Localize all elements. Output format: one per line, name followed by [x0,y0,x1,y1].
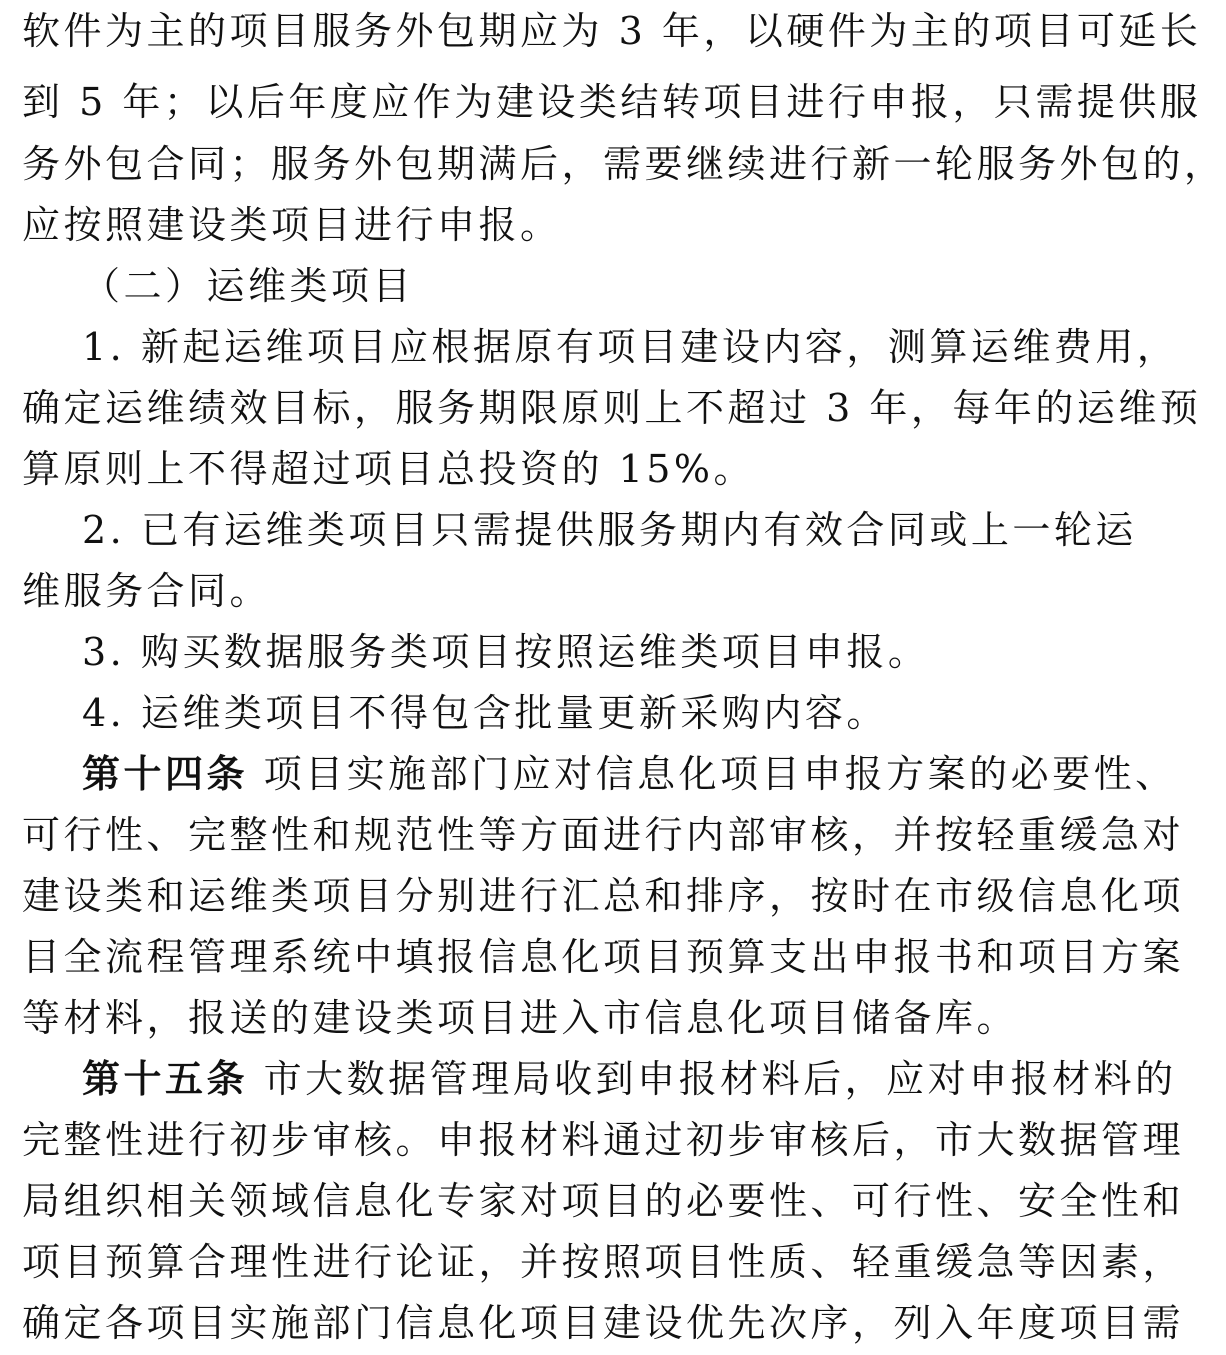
text-line: 等材料，报送的建设类项目进入市信息化项目储备库。 [22,996,1019,1040]
text-line: 确定各项目实施部门信息化项目建设优先次序，列入年度项目需 [22,1301,1185,1345]
text-line: 局组织相关领域信息化专家对项目的必要性、可行性、安全性和 [22,1179,1185,1223]
section-heading: （二）运维类项目 [82,264,415,308]
text-line: 可行性、完整性和规范性等方面进行内部审核，并按轻重缓急对 [22,813,1185,857]
list-item: 1. 新起运维项目应根据原有项目建设内容，测算运维费用， [82,325,1179,369]
text-line: 到 5 年；以后年度应作为建设类结转项目进行申报，只需提供服 [22,80,1202,124]
text-line: 务外包合同；服务外包期满后，需要继续进行新一轮服务外包的， [22,142,1226,186]
text-line: 建设类和运维类项目分别进行汇总和排序，按时在市级信息化项 [22,874,1185,918]
text-line: 项目预算合理性进行论证，并按照项目性质、轻重缓急等因素， [22,1240,1185,1284]
list-item: 3. 购买数据服务类项目按照运维类项目申报。 [82,630,930,674]
text-line: 软件为主的项目服务外包期应为 3 年，以硬件为主的项目可延长 [22,9,1202,53]
text-line: 目全流程管理系统中填报信息化项目预算支出申报书和项目方案 [22,935,1185,979]
list-item: 2. 已有运维类项目只需提供服务期内有效合同或上一轮运 [82,508,1137,552]
article-number: 第十五条 [82,1056,249,1101]
article-paragraph-first-line [82,745,1177,803]
list-item: 4. 运维类项目不得包含批量更新采购内容。 [82,691,888,735]
text-line: 算原则上不得超过项目总投资的 15%。 [22,447,756,491]
text-span: 市大数据管理局收到申报材料后，应对申报材料的 [263,1057,1177,1101]
article-paragraph-first-line [82,1050,1177,1108]
text-line: 维服务合同。 [22,569,272,613]
article-number: 第十四条 [82,751,249,796]
text-line: 应按照建设类项目进行申报。 [22,203,562,247]
text-line: 完整性进行初步审核。申报材料通过初步审核后，市大数据管理 [22,1118,1185,1162]
text-span: 项目实施部门应对信息化项目申报方案的必要性、 [263,752,1177,796]
text-line: 确定运维绩效目标，服务期限原则上不超过 3 年，每年的运维预 [22,386,1202,430]
